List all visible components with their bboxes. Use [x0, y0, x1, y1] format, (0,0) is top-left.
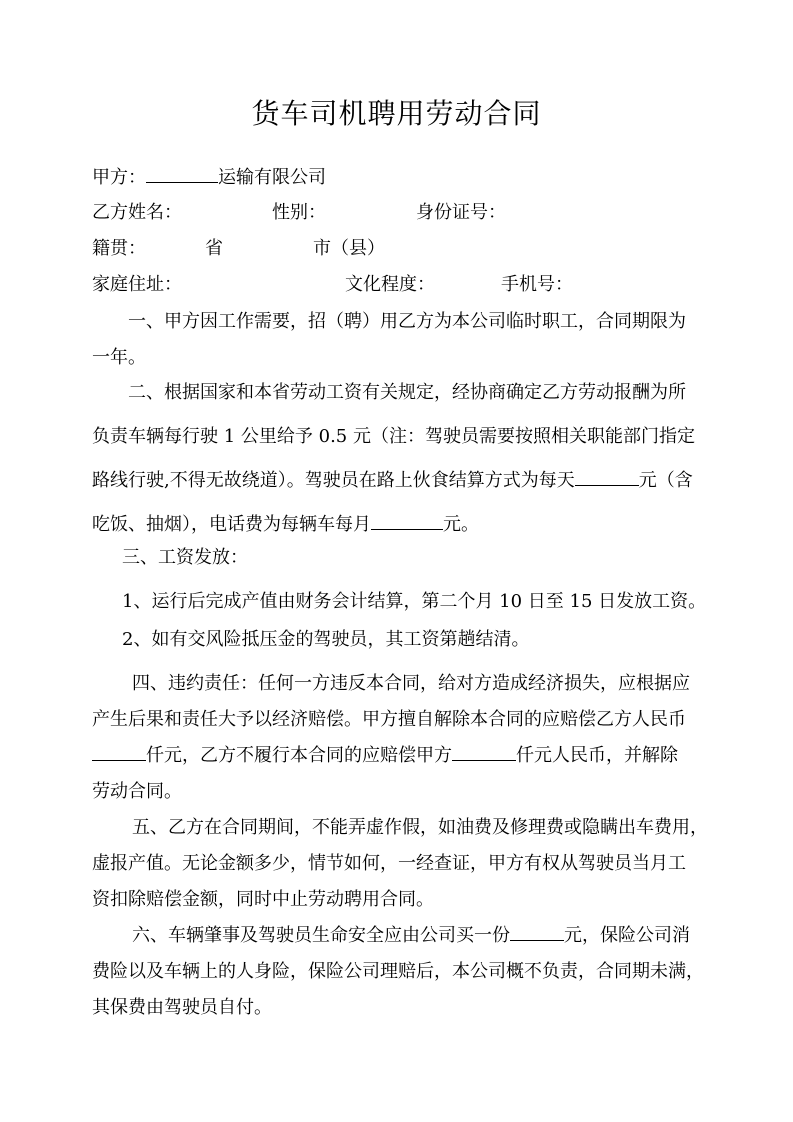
party-b-line [92, 201, 506, 225]
clause-4-line-3a: 仟元，乙方不履行本合同的应赔偿甲方 [146, 745, 452, 766]
origin-city: 市（县） [313, 238, 385, 259]
clause-6-line-2: 费险以及车辆上的人身险，保险公司理赔后，本公司概不负责，合同期未满， [92, 961, 704, 982]
clause-2-line-2: 负责车辆每行驶 1 公里给予 0.5 元（注：驾驶员需要按照相关职能部门指定 [92, 426, 695, 447]
clause-2 [92, 371, 704, 547]
clause-6-line-1a: 六、车辆肇事及驾驶员生命安全应由公司买一份 [132, 925, 510, 946]
home-education-label: 文化程度： [345, 274, 435, 295]
clause-3-item-1: 1、运行后完成产值由财务会计结算，第二个月 10 日至 15 日发放工资。 [122, 591, 707, 612]
insurance-blank [510, 922, 564, 941]
clause-4-line-1: 四、违约责任：任何一方违反本合同，给对方造成经济损失，应根据应 [132, 673, 690, 694]
party-a-suffix: 运输有限公司 [218, 167, 326, 188]
clause-2-line-4 [92, 503, 704, 547]
compensation-b-blank [452, 742, 516, 761]
clause-1 [92, 304, 704, 376]
clause-3-heading: 三、工资发放： [122, 547, 248, 568]
document-title: 货车司机聘用劳动合同 [251, 97, 542, 130]
origin-label: 籍贯： [92, 238, 146, 259]
clause-5 [92, 810, 708, 918]
clause-6-line-1 [92, 918, 704, 954]
clause-4-line-3 [92, 738, 704, 774]
clause-1-line-1: 一、甲方因工作需要，招（聘）用乙方为本公司临时职工，合同期限为 [128, 311, 686, 332]
clause-6-line-1b: 元，保险公司消 [564, 925, 690, 946]
party-a-line [92, 164, 326, 190]
clause-2-line-4a: 吃饭、抽烟），电话费为每辆车每月 [92, 514, 371, 535]
clause-2-line-3b: 元（含 [638, 470, 693, 491]
clause-4-line-4: 劳动合同。 [92, 781, 182, 802]
clause-3-item-2: 2、如有交风险抵压金的驾驶员，其工资第趟结清。 [122, 629, 530, 650]
party-a-label: 甲方： [92, 167, 146, 188]
phone-fee-blank [371, 511, 443, 530]
home-phone-label: 手机号： [501, 274, 573, 295]
clause-2-line-1: 二、根据国家和本省劳动工资有关规定，经协商确定乙方劳动报酬为所 [128, 382, 686, 403]
clause-4 [92, 666, 704, 810]
clause-5-line-2: 虚报产值。无论金额多少，情节如何，一经查证，甲方有权从驾驶员当月工 [92, 853, 686, 874]
clause-6 [92, 918, 704, 1026]
clause-4-line-2: 产生后果和责任大予以经济赔偿。甲方擅自解除本合同的应赔偿乙方人民币 [92, 709, 686, 730]
clause-1-line-2: 一年。 [92, 347, 146, 368]
party-b-gender-label: 性别： [272, 202, 326, 223]
clause-5-line-1: 五、乙方在合同期间，不能弄虚作假，如油费及修理费或隐瞒出车费用， [132, 817, 708, 838]
origin-line [92, 237, 385, 261]
clause-6-line-3: 其保费由驾驶员自付。 [92, 997, 272, 1018]
meal-allowance-blank [575, 467, 639, 486]
origin-province: 省 [205, 238, 223, 259]
party-a-blank [146, 164, 218, 183]
clause-4-line-3b: 仟元人民币，并解除 [516, 745, 678, 766]
clause-2-line-3a: 路线行驶,不得无故绕道）。驾驶员在路上伙食结算方式为每天 [92, 470, 575, 491]
clause-5-line-3: 资扣除赔偿金额，同时中止劳动聘用合同。 [92, 889, 434, 910]
clause-2-line-3 [92, 459, 704, 503]
clause-2-line-4b: 元。 [443, 514, 479, 535]
home-address-label: 家庭住址： [92, 274, 182, 295]
home-line [92, 273, 573, 297]
party-b-name-label: 乙方姓名： [92, 202, 182, 223]
compensation-a-blank [92, 742, 146, 761]
party-b-id-label: 身份证号： [416, 202, 506, 223]
